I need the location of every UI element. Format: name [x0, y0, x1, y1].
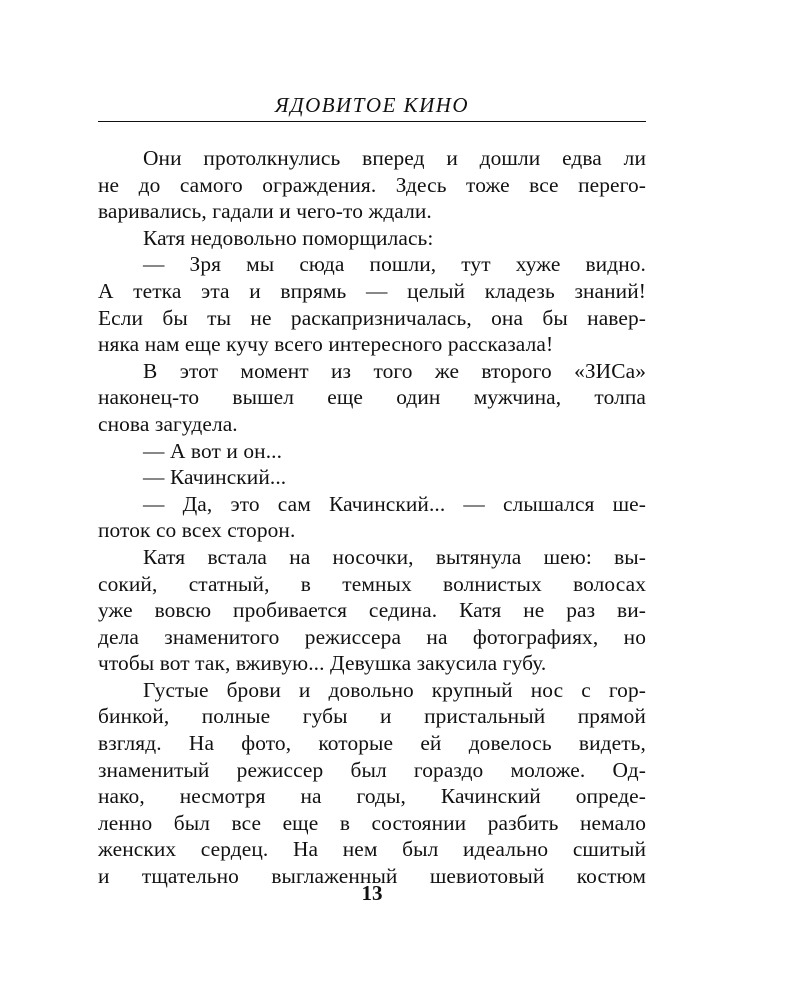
text-line: нако, несмотря на годы, Качинский опреде- — [98, 784, 646, 809]
page-number: 13 — [361, 881, 383, 905]
text-line: — А вот и он... — [143, 438, 283, 463]
text-line: няка нам еще кучу всего интересного рассказала! — [98, 332, 554, 357]
text-line: поток со всех сторон. — [98, 518, 296, 543]
text-line: уже вовсю пробивается седина. Катя не раз ви- — [98, 598, 646, 623]
text-line: Катя встала на носочки, вытянула шею: вы- — [143, 544, 646, 569]
text-line: — Да, это сам Качинский... — слышался ше- — [143, 491, 646, 516]
text-line: ленно был все еще в состоянии разбить немало — [98, 810, 646, 835]
text-line: взгляд. На фото, которые ей довелось видеть, — [98, 731, 646, 756]
text-line: и тщательно выглаженный шевиотовый костюм — [98, 864, 646, 889]
text-line: наконец-то вышел еще один мужчина, толпа — [98, 385, 646, 410]
text-line: Они протолкнулись вперед и дошли едва ли — [143, 146, 646, 170]
text-line: снова загудела. — [98, 411, 238, 436]
running-head: ЯДОВИТОЕ КИНО — [274, 93, 470, 117]
text-line: В этот момент из того же второго «ЗИСа» — [143, 358, 646, 383]
text-line: — Качинский... — [143, 465, 287, 490]
text-line: сокий, статный, в темных волнистых волосах — [98, 571, 646, 596]
text-line: А тетка эта и впрямь — целый кладезь знаний! — [98, 278, 646, 303]
text-line: женских сердец. На нем был идеально сшитый — [98, 837, 646, 862]
text-line: Густые брови и довольно крупный нос с гор- — [143, 677, 646, 702]
text-line: варивались, гадали и чего-то ждали. — [98, 199, 432, 224]
text-line: Если бы ты не раскапризничалась, она бы навер- — [98, 305, 646, 330]
text-line: — Зря мы сюда пошли, тут хуже видно. — [143, 252, 646, 277]
text-line: Катя недовольно поморщилась: — [143, 225, 434, 250]
text-line: чтобы вот так, вживую... Девушка закусила губу. — [98, 651, 547, 676]
text-line: дела знаменитого режиссера на фотографиях, но — [98, 624, 646, 649]
header-rule — [98, 121, 646, 122]
text-line: бинкой, полные губы и пристальный прямой — [98, 704, 646, 729]
text-line: знаменитый режиссер был гораздо моложе. Од- — [98, 757, 646, 782]
body-text — [98, 145, 646, 890]
text-line: не до самого ограждения. Здесь тоже все перего- — [98, 172, 646, 197]
